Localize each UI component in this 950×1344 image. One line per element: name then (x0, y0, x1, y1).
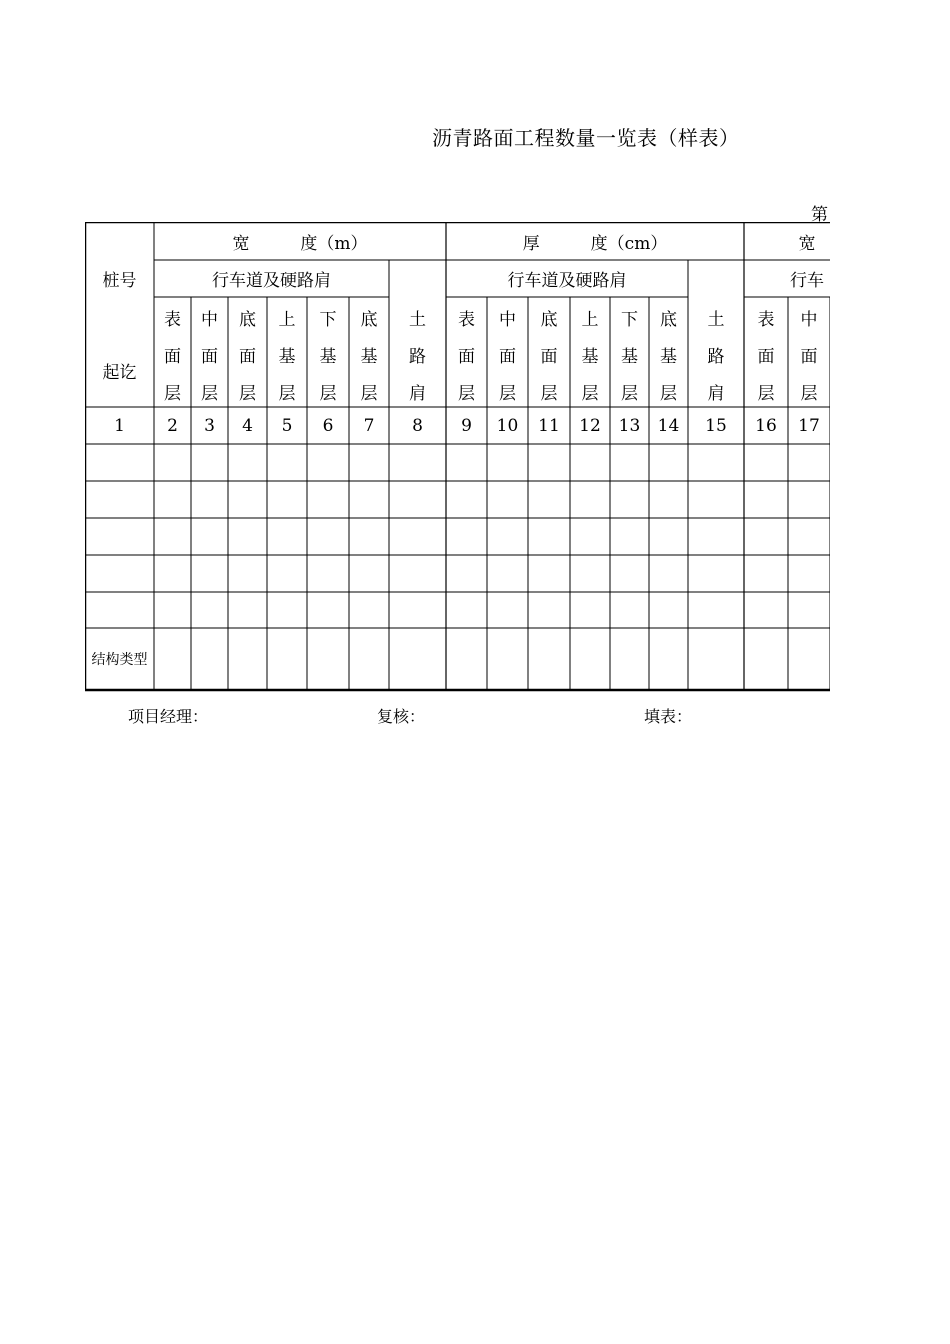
third-surface-layer-header (744, 297, 788, 407)
header-char: 下 (621, 310, 638, 330)
header-char: 底 (239, 310, 256, 330)
header-char: 层 (660, 384, 677, 404)
header-char: 层 (499, 384, 516, 404)
column-number: 8 (412, 415, 423, 436)
header-char: 上 (278, 310, 296, 330)
width-group-header: 宽 度（m） (232, 233, 368, 254)
header-char: 面 (201, 347, 218, 367)
header-char: 面 (757, 347, 775, 367)
column-number: 5 (281, 415, 293, 436)
width-sub-base-header (349, 297, 389, 407)
column-number: 12 (579, 415, 601, 436)
header-char: 底 (660, 310, 677, 330)
header-char: 基 (278, 347, 296, 367)
header-char: 土 (409, 310, 426, 330)
header-char: 中 (499, 310, 516, 330)
third-middle-layer-header (788, 297, 830, 407)
header-char: 层 (278, 384, 296, 404)
thickness-middle-layer-header (487, 297, 528, 407)
header-char: 层 (164, 384, 181, 404)
column-number: 4 (242, 415, 253, 436)
header-char: 表 (757, 310, 775, 330)
lane-header-width: 行车道及硬路肩 (212, 271, 331, 291)
thickness-bottom-layer-header (528, 297, 570, 407)
header-char: 基 (360, 347, 378, 367)
header-char: 表 (164, 310, 181, 330)
header-char: 层 (239, 384, 256, 404)
lane-header-third: 行车 (790, 271, 824, 291)
header-char: 面 (499, 347, 516, 367)
header-char: 层 (201, 384, 218, 404)
footer-filler: 填表： (644, 707, 693, 726)
column-number: 7 (363, 415, 375, 436)
column-number: 2 (167, 415, 178, 436)
header-char: 上 (581, 310, 599, 330)
width-shoulder-header (389, 297, 446, 407)
range-label: 起讫 (102, 363, 137, 383)
thickness-sub-base-header (649, 297, 688, 407)
header-char: 肩 (409, 384, 426, 404)
header-char: 面 (540, 347, 558, 367)
header-char: 面 (458, 347, 475, 367)
column-number: 17 (798, 415, 820, 436)
title-suffix: （样表） (657, 126, 740, 150)
header-char: 路 (409, 347, 426, 367)
thickness-shoulder-header (688, 297, 744, 407)
footer-review: 复核： (377, 707, 426, 726)
station-label: 桩号 (102, 271, 137, 291)
column-number: 15 (705, 415, 727, 436)
width-surface-layer-header (154, 297, 191, 407)
width-middle-layer-header (191, 297, 228, 407)
column-number: 10 (496, 415, 519, 436)
header-char: 肩 (707, 384, 725, 404)
third-group-header: 宽 (798, 233, 816, 254)
header-char: 层 (800, 384, 818, 404)
page-number-label: 第 (811, 205, 828, 225)
header-char: 路 (707, 347, 725, 367)
header-char: 层 (540, 384, 558, 404)
header-char: 基 (581, 347, 599, 367)
header-char: 表 (458, 310, 475, 330)
header-char: 底 (540, 310, 558, 330)
header-char: 基 (319, 347, 337, 367)
footer-manager: 项目经理： (128, 707, 209, 726)
thickness-lower-base-header (610, 297, 649, 407)
thickness-surface-layer-header (446, 297, 487, 407)
header-char: 层 (757, 384, 775, 404)
lane-header-thickness: 行车道及硬路肩 (507, 271, 627, 291)
column-number: 14 (657, 415, 680, 436)
header-char: 中 (800, 310, 818, 330)
header-char: 层 (319, 384, 337, 404)
header-char: 层 (458, 384, 475, 404)
header-char: 底 (360, 310, 378, 330)
header-char: 层 (360, 384, 378, 404)
header-char: 土 (707, 310, 725, 330)
column-number: 3 (204, 415, 215, 436)
title-main: 沥青路面工程数量一览表 (432, 126, 658, 150)
thickness-group-header: 厚 度（cm） (522, 233, 668, 254)
width-upper-base-header (267, 297, 307, 407)
header-char: 基 (660, 347, 677, 367)
header-char: 面 (239, 347, 256, 367)
header-char: 面 (800, 347, 818, 367)
column-number: 16 (755, 415, 777, 436)
column-number: 11 (538, 415, 560, 436)
header-char: 层 (621, 384, 638, 404)
header-char: 下 (319, 310, 337, 330)
column-number: 9 (461, 415, 472, 436)
structure-type-label: 结构类型 (91, 652, 148, 668)
thickness-upper-base-header (570, 297, 610, 407)
column-number: 1 (114, 415, 125, 436)
header-char: 基 (621, 347, 638, 367)
header-char: 面 (164, 347, 181, 367)
header-char: 层 (581, 384, 599, 404)
table-viewport (0, 0, 830, 700)
width-bottom-layer-header (228, 297, 267, 407)
header-char: 中 (201, 310, 218, 330)
column-number: 6 (322, 415, 334, 436)
column-number: 13 (618, 415, 641, 436)
width-lower-base-header (307, 297, 349, 407)
